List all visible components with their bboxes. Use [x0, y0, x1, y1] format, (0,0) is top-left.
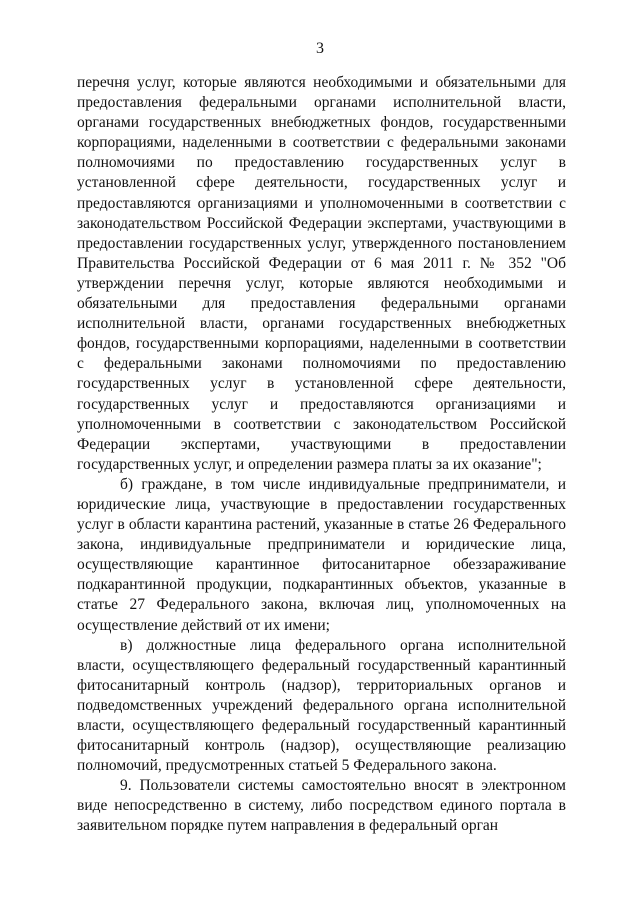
- paragraph-item-v: в) должностные лица федерального органа исполнительной власти, осуществляющего федеральный государственный карантинный фитосанитарный контроль (надзор), территориальных органов и подведомственных учреждений федерального органа исполнительной власти, осуществляющего федеральный государственный карантинный фитосанитарный контроль (надзор), осуществляющие реализацию полномочий, предусмотренных статьей 5 Федерального закона.: [77, 636, 566, 775]
- page-number: 3: [316, 40, 324, 57]
- paragraph-item-b: б) граждане, в том числе индивидуальные предприниматели, и юридические лица, участвующие в предоставлении государственных услуг в области карантина растений, указанные в статье 26 Федерального закона, индивидуальные предприниматели и юридические лица, осуществляющие карантинное фитосанитарное обеззараживание подкарантинной продукции, подкарантинных объектов, указанные в статье 27 Федерального закона, включая лиц, уполномоченных на осуществление действий от их имени;: [77, 475, 566, 634]
- paragraph-clause-9: 9. Пользователи системы самостоятельно вносят в электронном виде непосредственно в систему, либо посредством единого портала в заявительном порядке путем направления в федеральный орган: [77, 777, 566, 835]
- document-body: [77, 73, 566, 837]
- paragraph-continuation: перечня услуг, которые являются необходимыми и обязательными для предоставления федеральными органами исполнительной власти, органами государственных внебюджетных фондов, государственными корпорациями, наделенными в соответствии с федеральными законами полномочиями по предоставлению государственных услуг в установленной сфере деятельности, государственных услуг и предоставляются организациями и уполномоченными в соответствии с законодательством Российской Федерации экспертами, участвующими в предоставлении государственных услуг, утвержденного постановлением Правительства Российской Федерации от 6 мая 2011 г. № 352 "Об утверждении перечня услуг, которые являются необходимыми и обязательными для предоставления федеральными органами исполнительной власти, органами государственных внебюджетных фондов, государственными корпорациями, наделенными в соответствии с федеральными законами полномочиями по предоставлению государственных услуг в установленной сфере деятельности, государственных услуг и предоставляются организациями и уполномоченными в соответствии с законодательством Российской Федерации экспертами, участвующими в предоставлении государственных услуг, и определении размера платы за их оказание";: [77, 74, 566, 473]
